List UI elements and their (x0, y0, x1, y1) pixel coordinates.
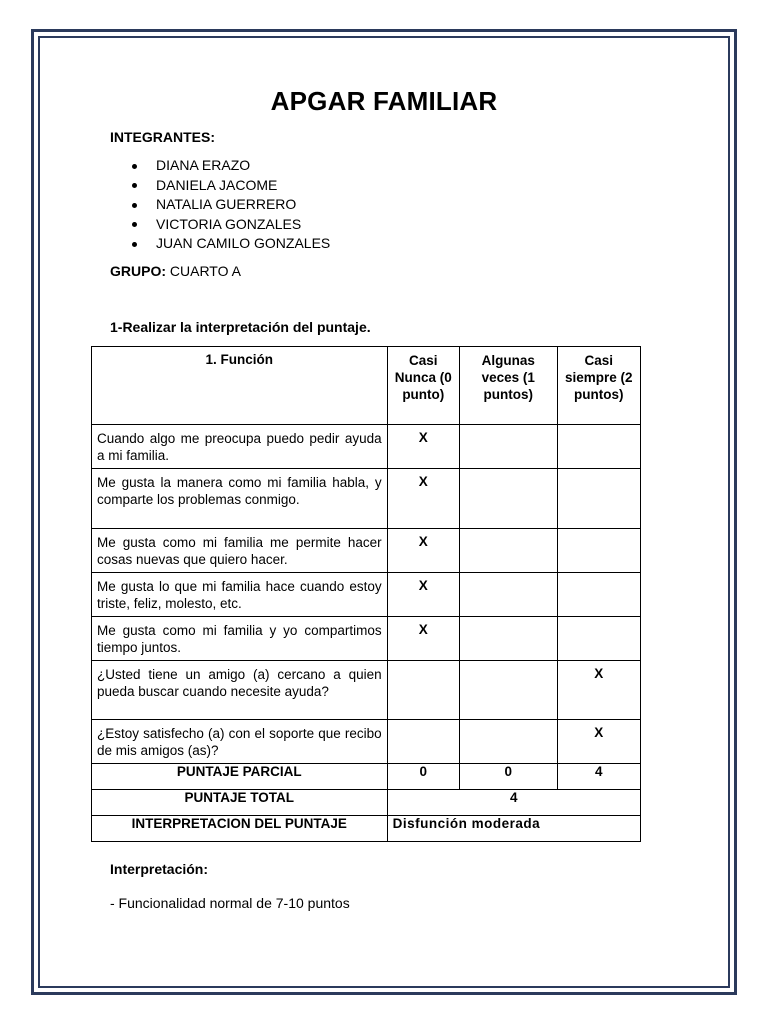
interpretation-label: INTERPRETACION DEL PUNTAJE (92, 816, 388, 842)
interpretation-title: Interpretación: (110, 861, 209, 877)
question-cell: Me gusta como mi familia me permite hacer cosas nuevas que quiero hacer. (92, 529, 388, 573)
header-casi-nunca: Casi Nunca (0 punto) (387, 347, 459, 425)
table-row (92, 469, 641, 529)
bullet-icon (132, 164, 137, 169)
list-item (110, 195, 330, 215)
member-name: VICTORIA GONZALES (156, 215, 302, 232)
member-name: JUAN CAMILO GONZALES (156, 235, 331, 251)
interpretation-value: Disfunción moderada (387, 816, 640, 842)
question-cell: Me gusta como mi familia y yo compartimos tiempo juntos. (92, 617, 388, 661)
group-label: GRUPO: (110, 263, 166, 279)
partial-score-row (92, 764, 641, 790)
bullet-icon (132, 242, 137, 247)
list-item (110, 156, 330, 176)
question-cell: ¿Estoy satisfecho (a) con el soporte que recibo de mis amigos (as)? (92, 720, 388, 764)
total-score-value: 4 (387, 790, 640, 816)
members-list (110, 156, 330, 254)
bullet-icon (132, 222, 137, 227)
mark-algunas-veces (460, 469, 558, 529)
mark-casi-siempre (557, 617, 640, 661)
header-funcion: 1. Función (92, 347, 388, 425)
header-casi-siempre: Casi siempre (2 puntos) (557, 347, 640, 425)
member-name: NATALIA GUERRERO (156, 196, 297, 212)
mark-algunas-veces (460, 529, 558, 573)
mark-casi-nunca (387, 720, 459, 764)
table-row (92, 661, 641, 720)
question-cell: ¿Usted tiene un amigo (a) cercano a quien pueda buscar cuando necesite ayuda? (92, 661, 388, 720)
mark-casi-nunca: X (387, 617, 459, 661)
table-row (92, 573, 641, 617)
instruction-text: 1-Realizar la interpretación del puntaje. (110, 319, 371, 335)
table-row (92, 617, 641, 661)
mark-algunas-veces (460, 617, 558, 661)
mark-casi-nunca: X (387, 573, 459, 617)
mark-casi-siempre: X (557, 720, 640, 764)
member-name: DIANA ERAZO (156, 157, 251, 173)
mark-casi-siempre (557, 425, 640, 469)
document-title: APGAR FAMILIAR (270, 86, 498, 116)
group-value: CUARTO A (169, 263, 241, 279)
group-line (110, 263, 241, 279)
header-algunas-veces: Algunas veces (1 puntos) (460, 347, 558, 425)
mark-casi-siempre: X (557, 661, 640, 720)
question-cell: Me gusta la manera como mi familia habla, y comparte los problemas conmigo. (92, 469, 388, 529)
member-name: DANIELA JACOME (156, 176, 278, 193)
total-score-row (92, 790, 641, 816)
mark-casi-siempre (557, 529, 640, 573)
interpretation-row (92, 816, 641, 842)
list-item (110, 215, 330, 235)
mark-algunas-veces (460, 573, 558, 617)
question-cell: Cuando algo me preocupa puedo pedir ayuda a mi familia. (92, 425, 388, 469)
mark-casi-nunca: X (387, 425, 459, 469)
bullet-icon (132, 183, 137, 188)
mark-casi-nunca: X (387, 529, 459, 573)
mark-casi-siempre (557, 573, 640, 617)
partial-casi-siempre: 4 (557, 764, 640, 790)
table-header-row (92, 347, 641, 425)
mark-casi-nunca (387, 661, 459, 720)
partial-algunas-veces: 0 (460, 764, 558, 790)
table-row (92, 720, 641, 764)
bullet-icon (132, 203, 137, 208)
partial-casi-nunca: 0 (387, 764, 459, 790)
list-item (110, 176, 330, 196)
total-score-label: PUNTAJE TOTAL (92, 790, 388, 816)
partial-score-label: PUNTAJE PARCIAL (92, 764, 388, 790)
apgar-table (91, 346, 641, 842)
mark-casi-nunca: X (387, 469, 459, 529)
members-label: INTEGRANTES: (110, 129, 215, 145)
table-row (92, 425, 641, 469)
list-item (110, 234, 330, 254)
mark-algunas-veces (460, 720, 558, 764)
question-cell: Me gusta lo que mi familia hace cuando estoy triste, feliz, molesto, etc. (92, 573, 388, 617)
table-row (92, 529, 641, 573)
mark-algunas-veces (460, 661, 558, 720)
mark-algunas-veces (460, 425, 558, 469)
interpretation-line: - Funcionalidad normal de 7-10 puntos (110, 895, 350, 911)
mark-casi-siempre (557, 469, 640, 529)
